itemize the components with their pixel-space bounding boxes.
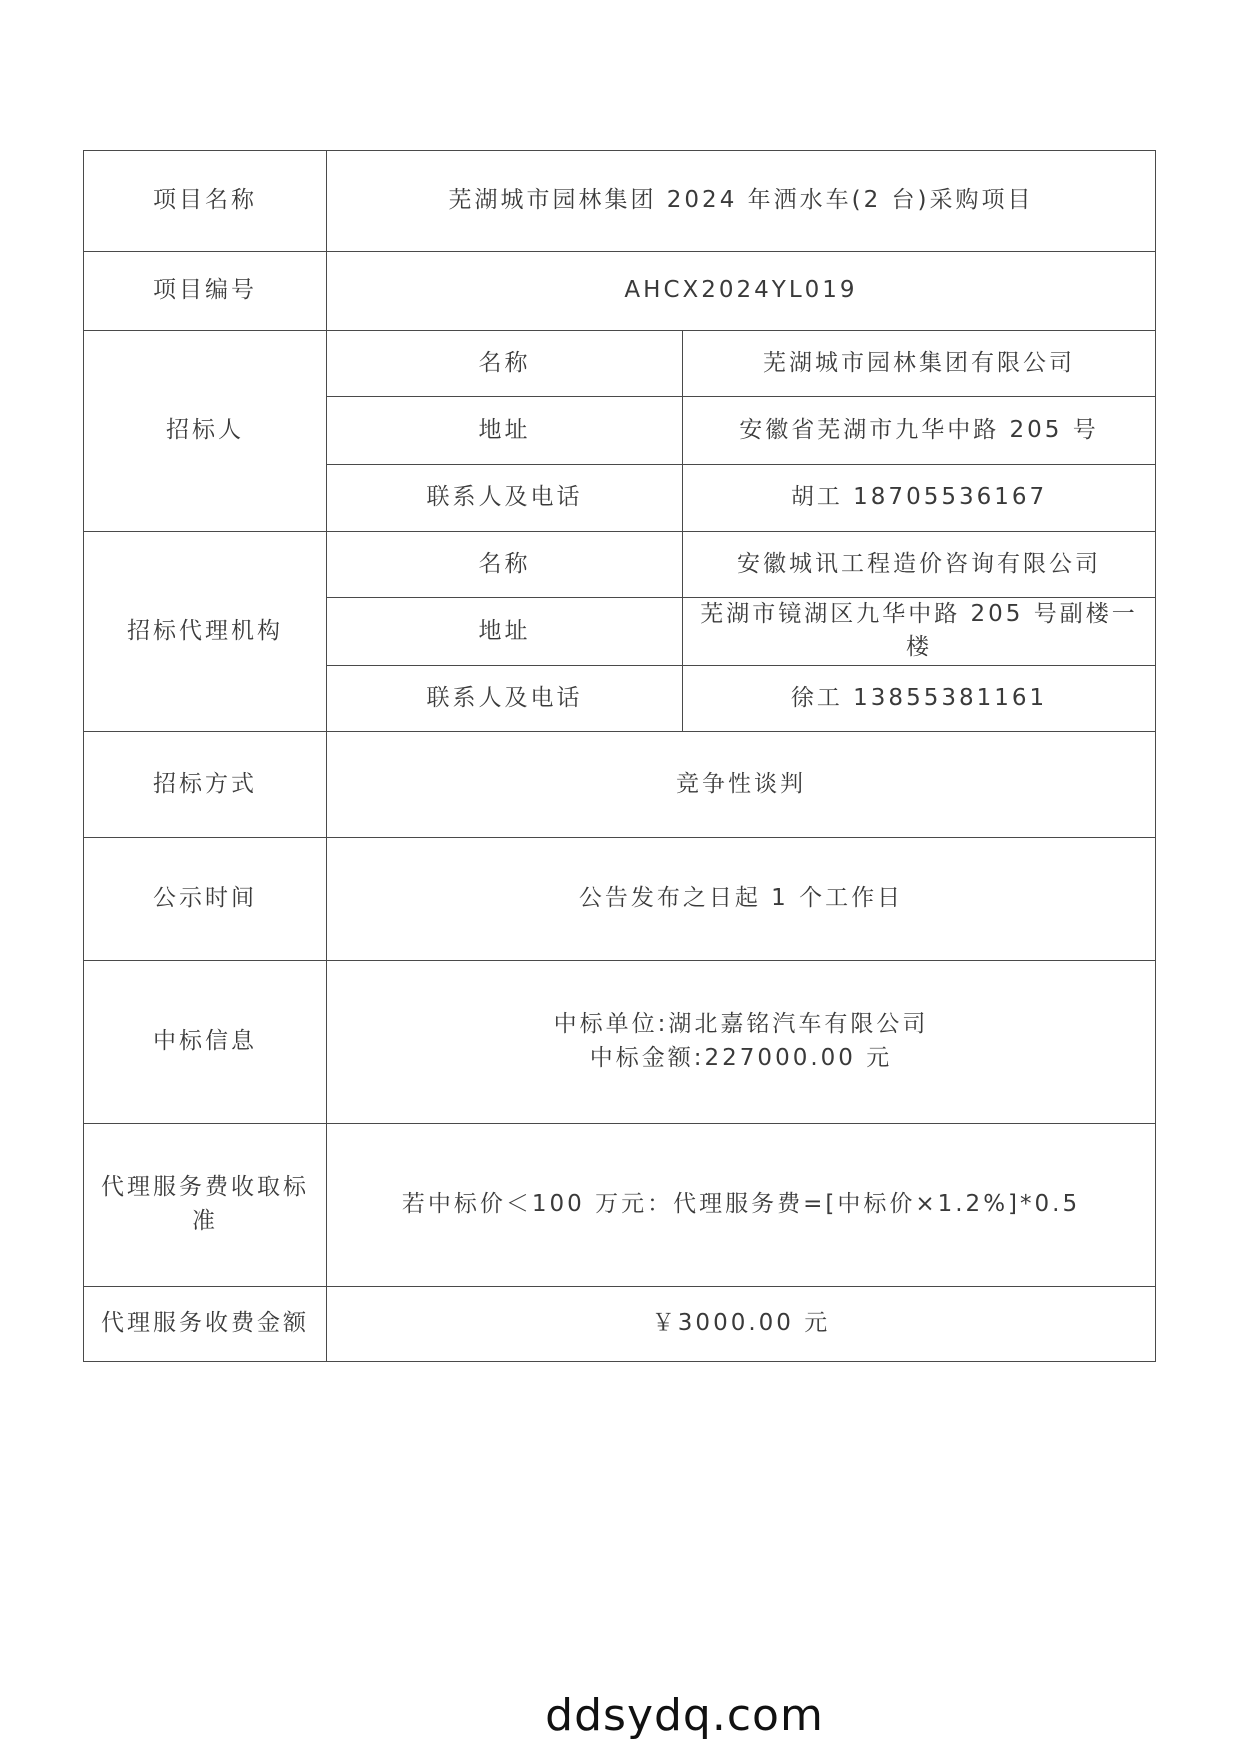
agency-contact-label: 联系人及电话 (327, 665, 683, 731)
fee-standard-value: 若中标价＜100 万元：代理服务费=[中标价×1.2%]*0.5 (327, 1123, 1156, 1286)
table-row-fee-amount (84, 1286, 1156, 1361)
table-row-fee-standard (84, 1123, 1156, 1286)
tenderer-name-label: 名称 (327, 331, 683, 397)
tenderer-address-label: 地址 (327, 397, 683, 465)
tenderer-contact-value: 胡工 18705536167 (683, 465, 1156, 532)
project-no-value: AHCX2024YL019 (327, 252, 1156, 331)
tenderer-address-value: 安徽省芜湖市九华中路 205 号 (683, 397, 1156, 465)
method-value: 竞争性谈判 (327, 731, 1156, 837)
agency-address-label: 地址 (327, 598, 683, 666)
fee-amount-label: 代理服务收费金额 (84, 1286, 327, 1361)
project-no-label: 项目编号 (84, 252, 327, 331)
award-unit-line: 中标单位:湖北嘉铭汽车有限公司 (553, 1011, 929, 1038)
agency-label: 招标代理机构 (84, 532, 327, 732)
watermark-text: ddsydq.com (545, 1690, 824, 1741)
project-name-value: 芜湖城市园林集团 2024 年洒水车(2 台)采购项目 (327, 151, 1156, 252)
table-row-project-no (84, 252, 1156, 331)
table-row-tenderer-name (84, 331, 1156, 397)
table-row-publicity (84, 837, 1156, 960)
agency-name-value: 安徽城讯工程造价咨询有限公司 (683, 532, 1156, 598)
table-row-project-name (84, 151, 1156, 252)
table-row-award (84, 960, 1156, 1123)
fee-amount-value: ￥3000.00 元 (327, 1286, 1156, 1361)
publicity-value: 公告发布之日起 1 个工作日 (327, 837, 1156, 960)
agency-address-value: 芜湖市镜湖区九华中路 205 号副楼一楼 (683, 598, 1156, 666)
tenderer-name-value: 芜湖城市园林集团有限公司 (683, 331, 1156, 397)
agency-name-label: 名称 (327, 532, 683, 598)
method-label: 招标方式 (84, 731, 327, 837)
project-name-label: 项目名称 (84, 151, 327, 252)
agency-contact-value: 徐工 13855381161 (683, 665, 1156, 731)
award-amount-line: 中标金额:227000.00 元 (589, 1044, 893, 1071)
fee-standard-label: 代理服务费收取标准 (84, 1123, 327, 1286)
tenderer-contact-label: 联系人及电话 (327, 465, 683, 532)
award-info-table (83, 150, 1156, 1362)
tenderer-label: 招标人 (84, 331, 327, 532)
award-value (327, 960, 1156, 1123)
publicity-label: 公示时间 (84, 837, 327, 960)
table-row-agency-name (84, 532, 1156, 598)
table-row-method (84, 731, 1156, 837)
award-label: 中标信息 (84, 960, 327, 1123)
